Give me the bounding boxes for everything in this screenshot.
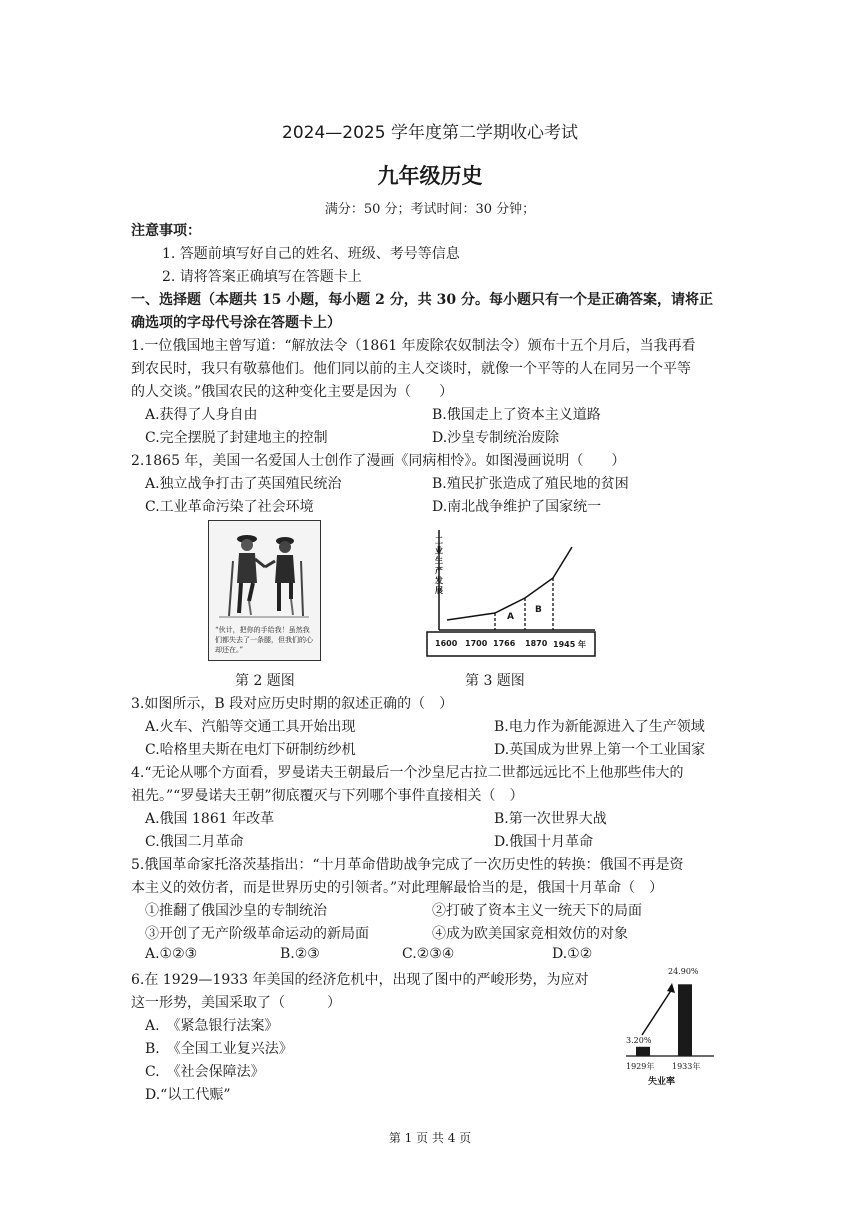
- statement-4: ④成为欧美国家竞相效仿的对象: [432, 926, 628, 942]
- statement-1: ①推翻了俄国沙皇的专制统治: [145, 903, 327, 919]
- segment-a-label: A: [507, 612, 514, 622]
- cartoon-caption: “伙计，把你的手给我！虽然我: [215, 626, 310, 634]
- option-c: C.工业革命污染了社会环境: [145, 499, 314, 515]
- trend-arrow: [642, 989, 672, 1035]
- option-d: D.俄国十月革命: [494, 834, 594, 850]
- option-c: C.哈格里夫斯在电灯下研制纺纱机: [145, 742, 356, 758]
- data-label-1933: 24.90%: [668, 967, 699, 976]
- option-b: B.殖民扩张造成了殖民地的贫困: [432, 476, 629, 492]
- option-a: A.独立战争打击了英国殖民统治: [145, 476, 342, 492]
- notice-item: 1. 答题前填写好自己的姓名、班级、考号等信息: [162, 246, 460, 262]
- question-text: 的人交谈。”俄国农民的这种变化主要是因为（ ）: [131, 384, 454, 400]
- option-c: C.完全摆脱了封建地主的控制: [145, 430, 328, 446]
- option-b: B.第一次世界大战: [494, 811, 607, 827]
- option-a: A.俄国 1861 年改革: [145, 811, 275, 827]
- question-text: 祖先。”“罗曼诺夫王朝”彻底覆灭与下列哪个事件直接相关（ ）: [131, 788, 524, 804]
- exam-title: 2024—2025 学年度第二学期收心考试: [282, 123, 578, 143]
- figure-caption: 第 2 题图: [235, 673, 295, 689]
- bar-1933: [678, 984, 692, 1056]
- y-axis-label: 发: [435, 576, 443, 585]
- notice-item: 2. 请将答案正确填写在答题卡上: [162, 269, 362, 285]
- figure-caption: 第 3 题图: [465, 673, 525, 689]
- bar-1929: [636, 1047, 650, 1056]
- x-axis-label: 失业率: [648, 1077, 676, 1087]
- cartoon-figures: [209, 521, 320, 631]
- exam-subject: 九年级历史: [377, 164, 483, 188]
- tick-label: 1700: [465, 639, 488, 648]
- tick-label: 1870: [525, 639, 548, 648]
- unemployment-chart: [620, 965, 720, 1090]
- question-text: 这一形势，美国采取了（ ）: [131, 995, 341, 1011]
- question-text: 3.如图所示，B 段对应历史时期的叙述正确的（ ）: [131, 696, 454, 712]
- x-tick-1929: 1929年: [626, 1062, 655, 1071]
- x-tick-1933: 1933年: [672, 1062, 701, 1071]
- tick-label: 1766: [493, 639, 516, 648]
- y-axis-label: 展: [435, 586, 443, 595]
- page-number: 第 1 页 共 4 页: [388, 1131, 472, 1145]
- notice-heading: 注意事项：: [131, 223, 201, 239]
- y-axis-label: 产: [435, 566, 443, 575]
- option-d: D.①②: [552, 946, 593, 962]
- option-b: B.俄国走上了资本主义道路: [432, 407, 601, 423]
- option-b: B.电力作为新能源进入了生产领域: [494, 719, 705, 735]
- option-c: C.②③④: [402, 946, 455, 962]
- question-text: 到农民时，我只有敬慕他们。他们同以前的主人交谈时，就像一个平等的人在同另一个平等: [131, 361, 691, 377]
- data-label-1929: 3.20%: [626, 1036, 652, 1045]
- y-axis-label: 业: [435, 546, 443, 555]
- y-axis-label: 生: [435, 556, 443, 565]
- segment-b-label: B: [535, 605, 542, 615]
- question-text: 2.1865 年，美国一名爱国人士创作了漫画《同病相怜》。如图漫画说明（ ）: [131, 453, 626, 469]
- option-d: D.沙皇专制统治废除: [432, 430, 560, 446]
- option-d: D.英国成为世界上第一个工业国家: [494, 742, 706, 758]
- industry-chart: [425, 522, 600, 662]
- option-d: D.“以工代赈”: [145, 1087, 231, 1103]
- tick-label: 1945 年: [553, 640, 587, 649]
- cartoon-image: [208, 520, 321, 661]
- option-a: A.获得了人身自由: [145, 407, 258, 423]
- question-text: 6.在 1929—1933 年美国的经济危机中，出现了图中的严峻形势，为应对: [131, 972, 589, 988]
- option-b: B.②③: [280, 946, 320, 962]
- section-heading: 一、选择题（本题共 15 小题，每小题 2 分，共 30 分。每小题只有一个是正确答案，请将正: [131, 292, 713, 308]
- option-c: C.俄国二月革命: [145, 834, 244, 850]
- arrow-head-icon: [667, 983, 675, 993]
- option-a: A. 《紧急银行法案》: [145, 1018, 279, 1034]
- cartoon-caption: 们都失去了一条腿，但我们的心: [215, 636, 313, 644]
- question-text: 4.“无论从哪个方面看，罗曼诺夫王朝最后一个沙皇尼古拉二世都远远比不上他那些伟大的: [131, 765, 684, 781]
- option-d: D.南北战争维护了国家统一: [432, 499, 602, 515]
- exam-meta: 满分：50 分；考试时间：30 分钟；: [324, 202, 536, 217]
- y-axis-label: 工: [435, 536, 443, 545]
- section-heading: 确选项的字母代号涂在答题卡上）: [131, 315, 341, 331]
- option-a: A.火车、汽船等交通工具开始出现: [145, 719, 356, 735]
- question-text: 1.一位俄国地主曾写道：“解放法令（1861 年废除农奴制法令）颁布十五个月后，当我再看: [131, 338, 696, 354]
- cartoon-caption: 却还在。”: [215, 646, 244, 654]
- option-a: A.①②③: [145, 946, 198, 962]
- tick-label: 1600: [435, 639, 458, 648]
- option-c: C. 《社会保障法》: [145, 1064, 265, 1080]
- statement-2: ②打破了资本主义一统天下的局面: [432, 903, 642, 919]
- statement-3: ③开创了无产阶级革命运动的新局面: [145, 926, 369, 942]
- option-b: B. 《全国工业复兴法》: [145, 1041, 293, 1057]
- question-text: 5.俄国革命家托洛茨基指出：“十月革命借助战争完成了一次历史性的转换：俄国不再是资: [131, 857, 684, 873]
- question-text: 本主义的效仿者，而是世界历史的引领者。”对此理解最恰当的是，俄国十月革命（ ）: [131, 880, 664, 896]
